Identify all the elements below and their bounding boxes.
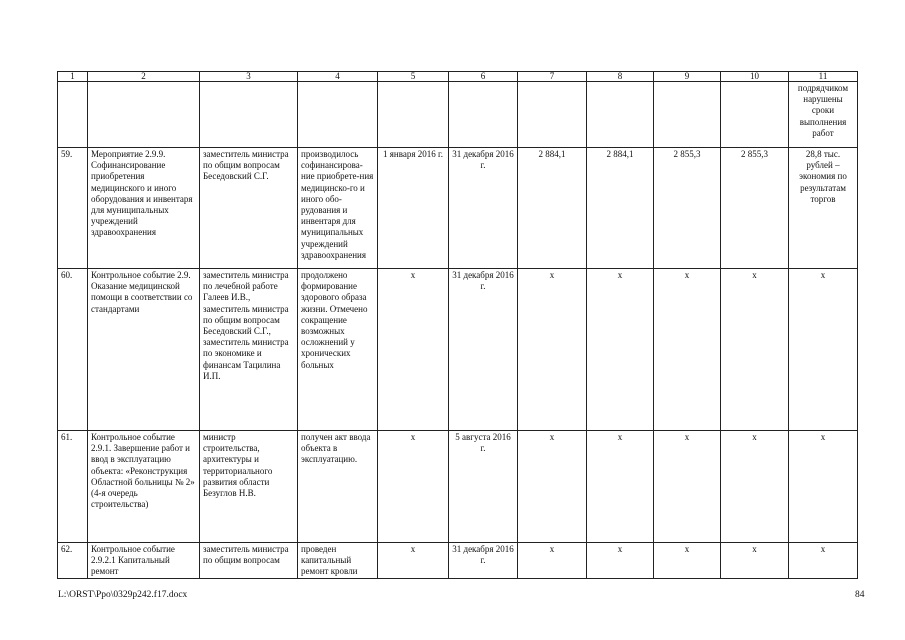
row-number: 59. bbox=[58, 148, 88, 269]
note-cell: 28,8 тыс. рублей – экономия по результатам торгов bbox=[789, 148, 858, 269]
report-table bbox=[57, 71, 858, 579]
event-cell: Контрольное событие 2.9.2.1 Капитальный ремонт bbox=[88, 543, 200, 579]
value-cell: 2 884,1 bbox=[587, 148, 654, 269]
header-cell: 1 bbox=[58, 72, 88, 82]
header-cell: 6 bbox=[449, 72, 518, 82]
responsible-cell: министр строительства, архитектуры и территориального развития области Безуглов Н.В. bbox=[200, 431, 298, 543]
result-cell: производилось софинансирова-ние приобрете-ния медицинско-го и иного обо-рудования и инвентаря для муниципальных учреждений здравоохранения bbox=[298, 148, 378, 269]
value-cell: х bbox=[518, 269, 587, 431]
end-date-cell: 5 августа 2016 г. bbox=[449, 431, 518, 543]
value-cell: х bbox=[654, 543, 721, 579]
value-cell: х bbox=[587, 431, 654, 543]
event-cell: Контрольное событие 2.9.1. Завершение работ и ввод в эксплуатацию объекта: «Реконструкция Областной больницы № 2» (4-я очередь строительства) bbox=[88, 431, 200, 543]
end-date-cell: 31 декабря 2016 г. bbox=[449, 148, 518, 269]
end-date-cell: 31 декабря 2016 г. bbox=[449, 269, 518, 431]
row-number: 62. bbox=[58, 543, 88, 579]
footer-file-path: L:\ORST\Ppo\0329p242.f17.docx bbox=[58, 590, 188, 600]
note-cell: х bbox=[789, 431, 858, 543]
header-cell: 8 bbox=[587, 72, 654, 82]
table-row bbox=[58, 148, 858, 269]
header-cell: 2 bbox=[88, 72, 200, 82]
result-cell: проведен капитальный ремонт кровли bbox=[298, 543, 378, 579]
value-cell: х bbox=[587, 543, 654, 579]
header-row bbox=[58, 72, 858, 82]
header-cell: 7 bbox=[518, 72, 587, 82]
responsible-cell: заместитель министра по общим вопросам bbox=[200, 543, 298, 579]
continuation-row bbox=[58, 82, 858, 148]
result-cell: продолжено формирование здорового образа жизни. Отмечено сокращение возможных осложнений у хронических больных bbox=[298, 269, 378, 431]
header-cell: 4 bbox=[298, 72, 378, 82]
header-cell: 3 bbox=[200, 72, 298, 82]
header-cell: 11 bbox=[789, 72, 858, 82]
note-cell: х bbox=[789, 543, 858, 579]
value-cell: х bbox=[721, 543, 789, 579]
table-row bbox=[58, 431, 858, 543]
value-cell: х bbox=[721, 431, 789, 543]
value-cell: 2 855,3 bbox=[654, 148, 721, 269]
event-cell: Контрольное событие 2.9. Оказание медицинской помощи в соответствии со стандартами bbox=[88, 269, 200, 431]
value-cell: х bbox=[587, 269, 654, 431]
note-cell: х bbox=[789, 269, 858, 431]
value-cell: х bbox=[518, 431, 587, 543]
table-row bbox=[58, 269, 858, 431]
responsible-cell: заместитель министра по общим вопросам Беседовский С.Г. bbox=[200, 148, 298, 269]
responsible-cell: заместитель министра по лечебной работе Галеев И.В., заместитель министра по общим вопросам Беседовский С.Г., заместитель министра по экономике и финансам Тацилина И.П. bbox=[200, 269, 298, 431]
page-number: 84 bbox=[855, 590, 865, 600]
start-date-cell: 1 января 2016 г. bbox=[378, 148, 449, 269]
result-cell: получен акт ввода объекта в эксплуатацию. bbox=[298, 431, 378, 543]
header-cell: 9 bbox=[654, 72, 721, 82]
event-cell: Мероприятие 2.9.9. Софинансирование приобретения медицинского и иного оборудования и инвентаря для муниципальных учреждений здравоохранения bbox=[88, 148, 200, 269]
row-number: 61. bbox=[58, 431, 88, 543]
value-cell: 2 884,1 bbox=[518, 148, 587, 269]
value-cell: х bbox=[721, 269, 789, 431]
value-cell: х bbox=[654, 431, 721, 543]
end-date-cell: 31 декабря 2016 г. bbox=[449, 543, 518, 579]
start-date-cell: х bbox=[378, 269, 449, 431]
header-cell: 10 bbox=[721, 72, 789, 82]
start-date-cell: х bbox=[378, 431, 449, 543]
value-cell: х bbox=[518, 543, 587, 579]
start-date-cell: х bbox=[378, 543, 449, 579]
row-number: 60. bbox=[58, 269, 88, 431]
header-cell: 5 bbox=[378, 72, 449, 82]
value-cell: 2 855,3 bbox=[721, 148, 789, 269]
table-row bbox=[58, 543, 858, 579]
note-cell: подрядчиком нарушены сроки выполнения работ bbox=[789, 82, 858, 148]
value-cell: х bbox=[654, 269, 721, 431]
